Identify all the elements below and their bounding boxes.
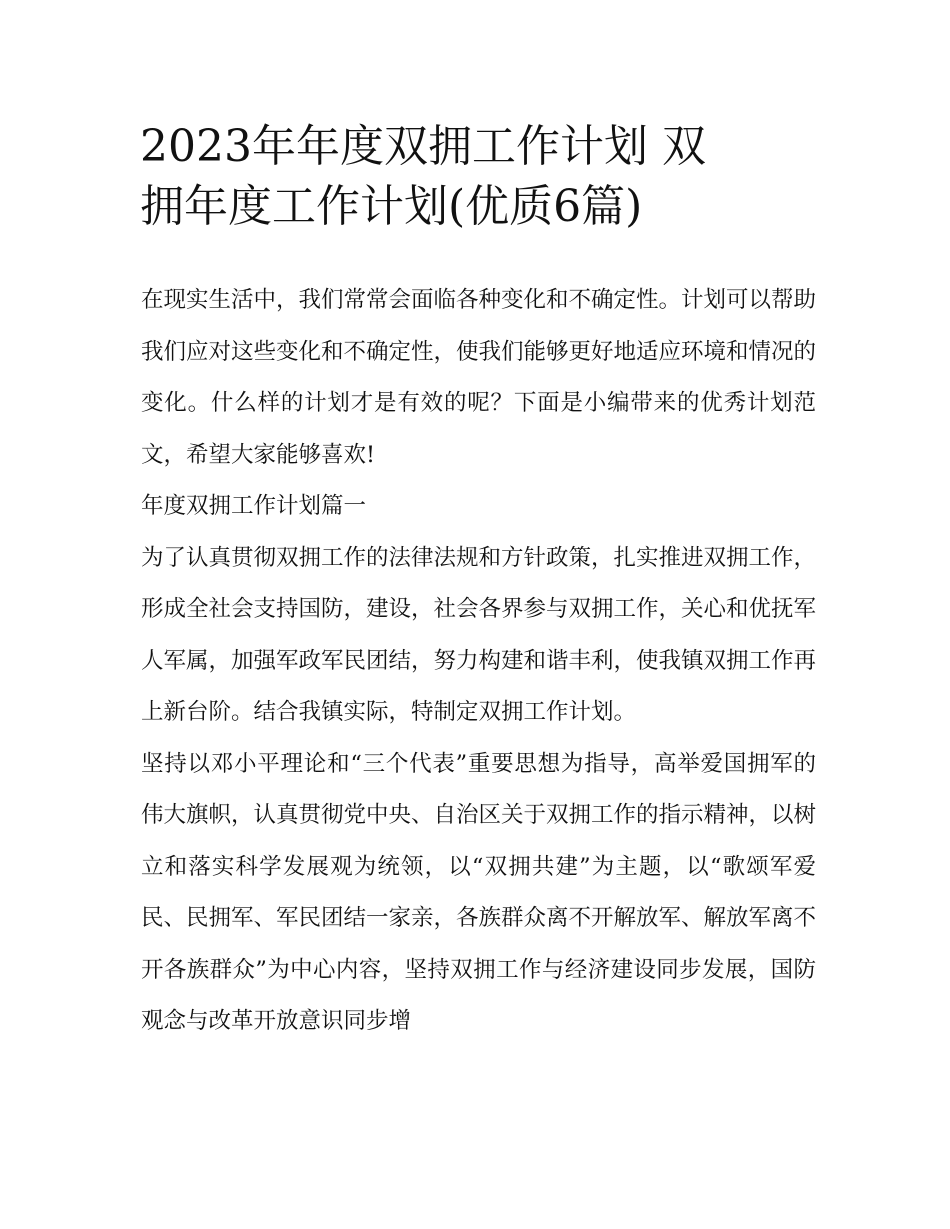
intro-paragraph: 在现实生活中，我们常常会面临各种变化和不确定性。计划可以帮助我们应对这些变化和不确定性，使我们能够更好地适应环境和情况的变化。什么样的计划才是有效的呢？下面是小编带来的优秀计划范文，希望大家能够喜欢! [141,287,817,468]
body-paragraph: 坚持以邓小平理论和“三个代表”重要思想为指导，高举爱国拥军的伟大旗帜，认真贯彻党中央、自治区关于双拥工作的指示精神，以树立和落实科学发展观为统领，以“双拥共建”为主题，以“歌颂军爱民、民拥军、军民团结一家亲，各族群众离不开解放军、解放军离不开各族群众”为中心内容，坚持双拥工作与经济建设同步发展，国防观念与改革开放意识同步增 [141,750,817,1034]
body-paragraph: 为了认真贯彻双拥工作的法律法规和方针政策，扎实推进双拥工作，形成全社会支持国防，建设，社会各界参与双拥工作，关心和优抚军人军属，加强军政军民团结，努力构建和谐丰利，使我镇双拥工作再上新台阶。结合我镇实际，特制定双拥工作计划。 [141,544,817,725]
title-line-1: 2023年年度双拥工作计划 双 [140,121,706,172]
section-heading: 年度双拥工作计划篇一 [141,493,367,519]
document-body [141,275,816,1048]
document-title [140,117,820,237]
title-line-2: 拥年度工作计划(优质6篇) [140,181,643,232]
